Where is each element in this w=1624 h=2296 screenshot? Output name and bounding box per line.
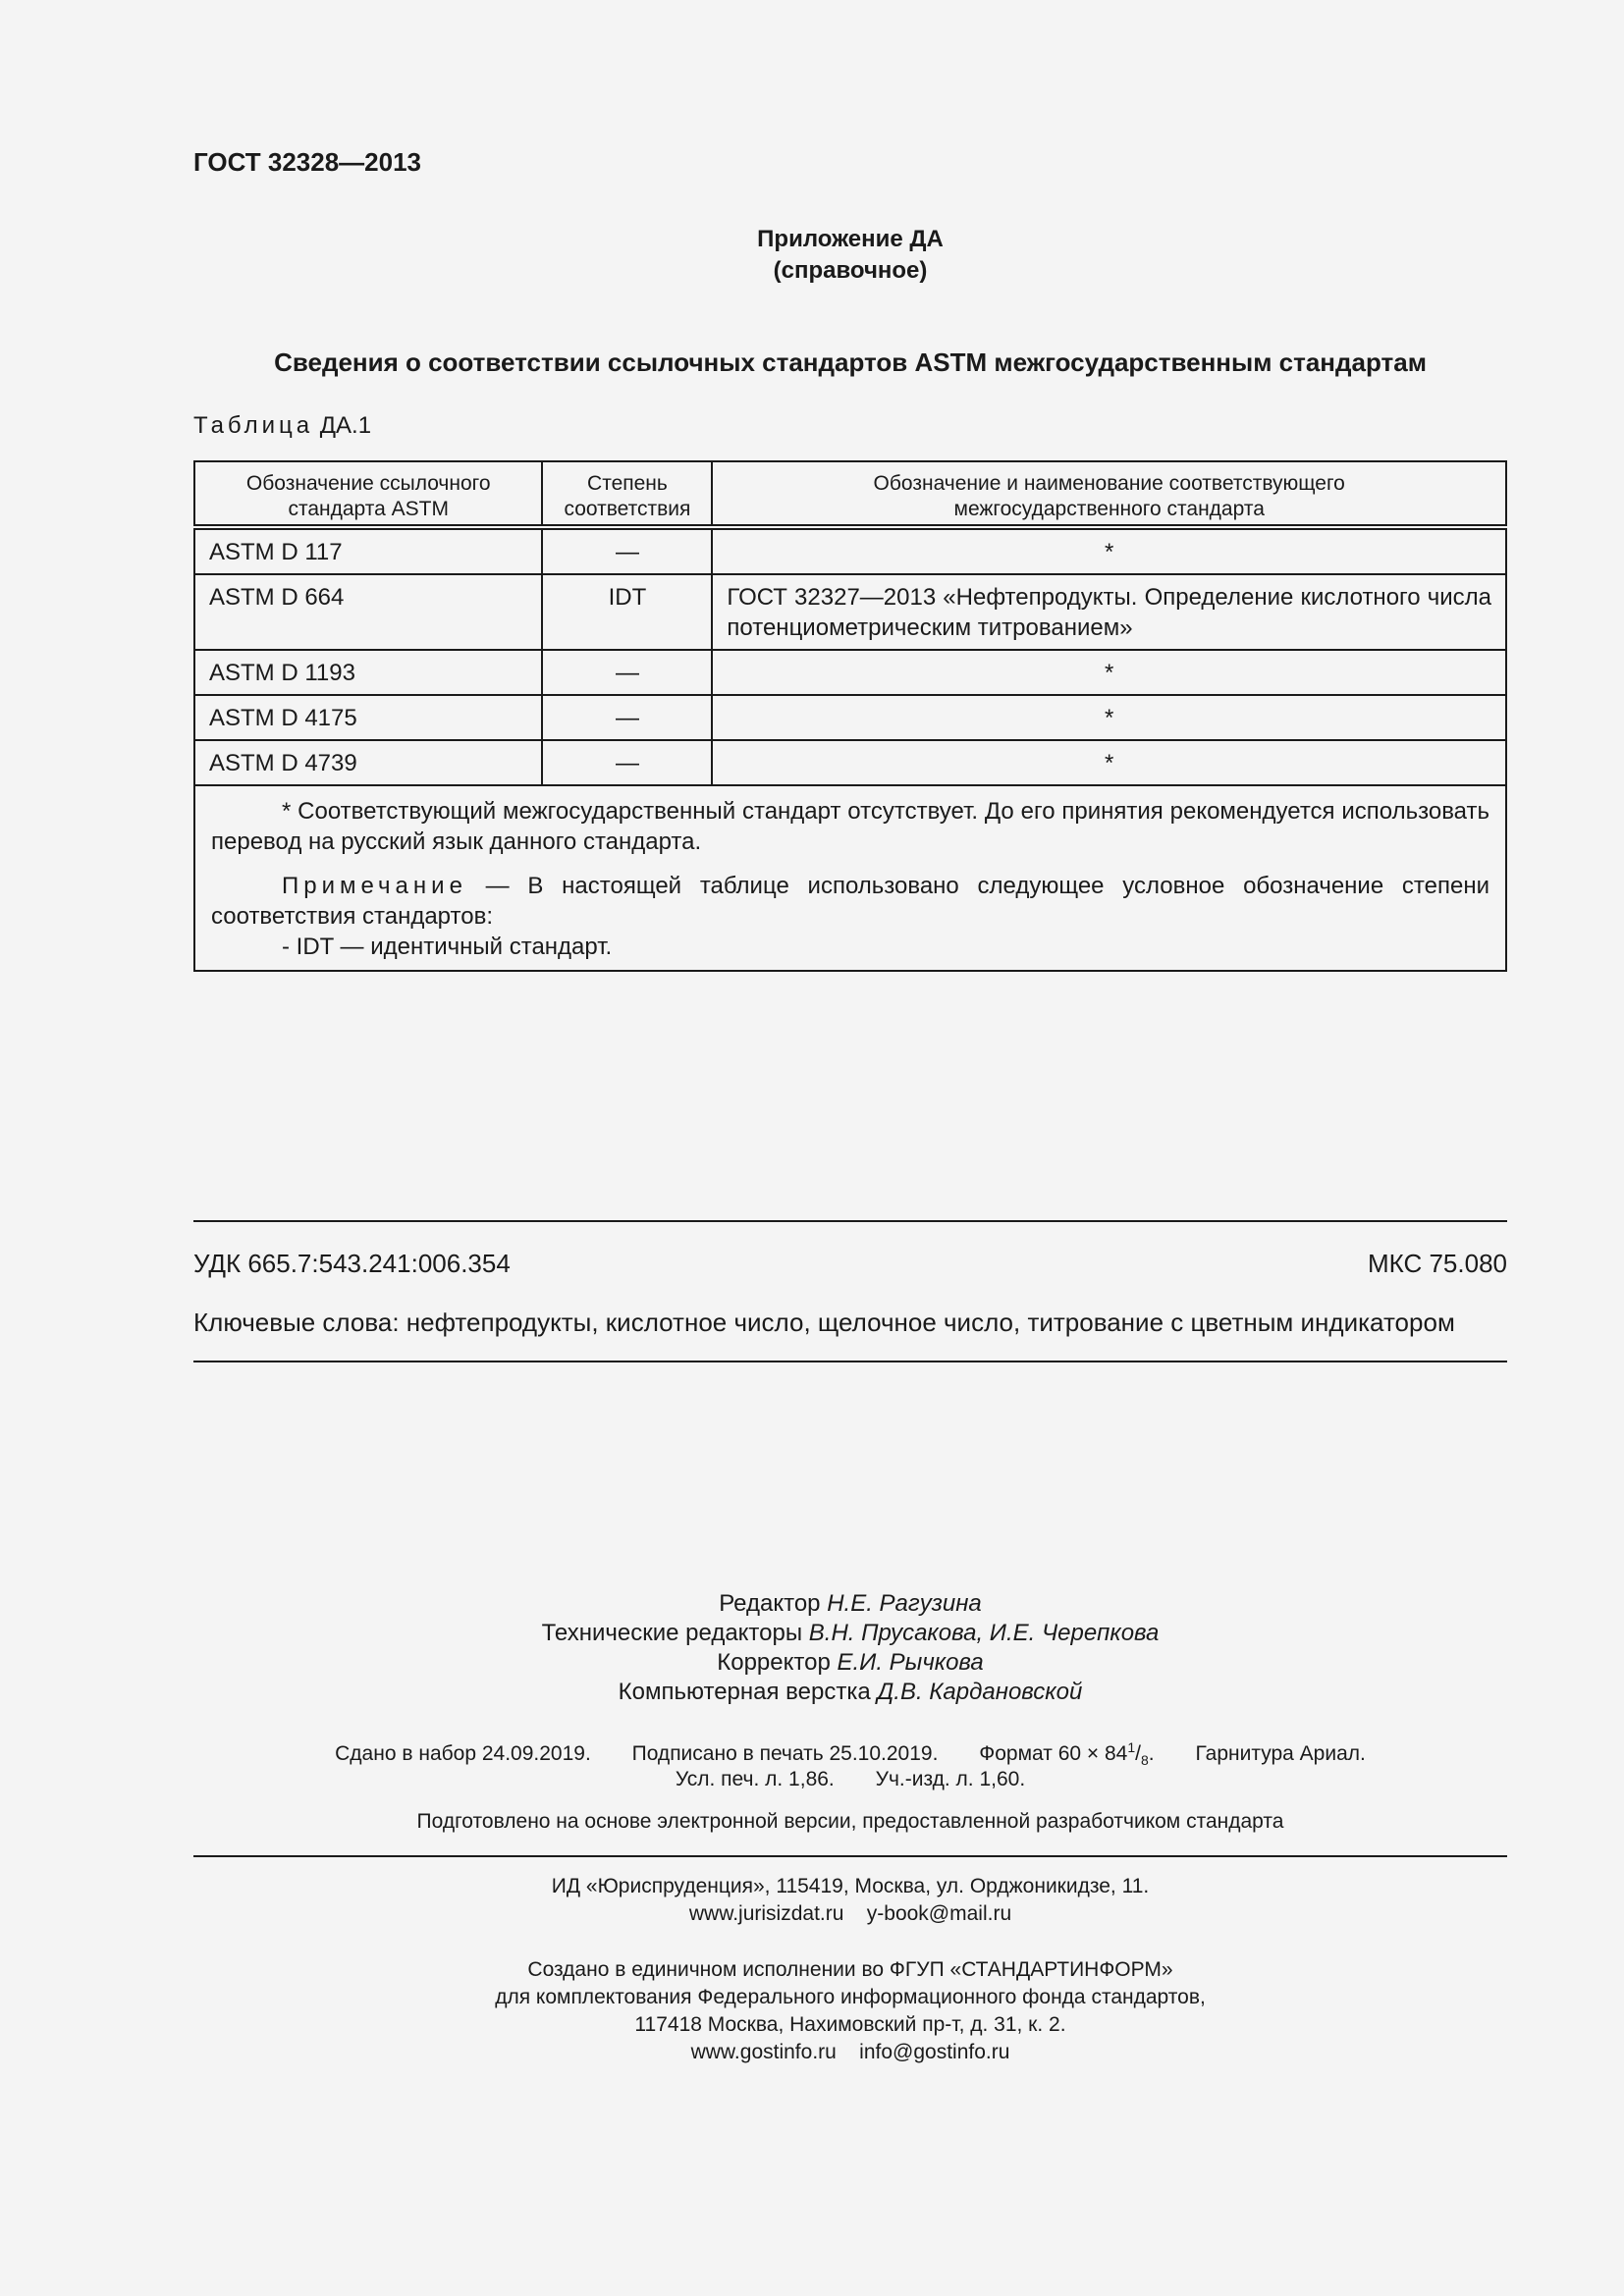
cell-degree: — xyxy=(542,527,712,574)
appendix-title: Приложение ДА xyxy=(757,226,944,252)
prepared-note: Подготовлено на основе электронной версии, предоставленной разработчиком стандарта xyxy=(416,1810,1284,1833)
table-label xyxy=(193,412,371,440)
cell-name: * xyxy=(712,740,1506,785)
table-footnote: * Соответствующий межгосударственный стандарт отсутствует. До его принятия рекомендуется использовать перевод на русский язык данного стандарта. xyxy=(211,798,1489,855)
table-label-word: Таблица xyxy=(193,412,314,439)
pub-sheets: Уч.-изд. л. 1,60. xyxy=(875,1768,1026,1790)
document-id: ГОСТ 32328—2013 xyxy=(193,147,421,177)
credit-layout: Компьютерная верстка Д.В. Кардановской xyxy=(618,1679,1083,1705)
submitted-date: Сдано в набор 24.09.2019. xyxy=(335,1742,591,1765)
table-note xyxy=(211,871,1489,932)
mks-code: МКС 75.080 xyxy=(1367,1249,1507,1278)
producer-email-link[interactable]: info@gostinfo.ru xyxy=(859,2041,1010,2063)
table-row xyxy=(194,650,1506,695)
cell-degree: — xyxy=(542,695,712,740)
credit-corrector: Корректор Е.И. Рычкова xyxy=(717,1649,984,1676)
cell-name: ГОСТ 32327—2013 «Нефтепродукты. Определение кислотного числа потенциометрическим титрованием» xyxy=(712,574,1506,650)
publisher-email-link[interactable]: y-book@mail.ru xyxy=(866,1902,1012,1925)
table-label-number: ДА.1 xyxy=(319,412,372,439)
producer-line3: 117418 Москва, Нахимовский пр-т, д. 31, к. 2. xyxy=(634,2013,1066,2036)
font-info: Гарнитура Ариал. xyxy=(1195,1742,1366,1765)
table-footnote-cell xyxy=(194,785,1506,971)
table-row xyxy=(194,740,1506,785)
publisher-address: ИД «Юриспруденция», 115419, Москва, ул. Орджоникидзе, 11. xyxy=(551,1875,1150,1897)
table-row xyxy=(194,695,1506,740)
cell-degree: — xyxy=(542,650,712,695)
table-row xyxy=(194,574,1506,650)
divider-bottom xyxy=(193,1855,1507,1857)
cell-degree: IDT xyxy=(542,574,712,650)
format: Формат $60 \times 84^1/_8$. xyxy=(979,1739,1155,1769)
cell-name: * xyxy=(712,650,1506,695)
udc-code: УДК 665.7:543.241:006.354 xyxy=(193,1249,511,1278)
print-info-line1 xyxy=(193,1739,1507,1768)
note-text: — В настоящей таблице использовано следующее условное обозначение степени соответствия стандартов: xyxy=(211,873,1489,930)
publisher-site-link[interactable]: www.jurisizdat.ru xyxy=(688,1902,844,1925)
print-sheets: Усл. печ. л. 1,86. xyxy=(675,1768,835,1790)
cell-ref: ASTM D 4175 xyxy=(194,695,542,740)
publisher-contacts xyxy=(193,1902,1507,1926)
correspondence-table xyxy=(193,460,1507,972)
producer-line1: Создано в единичном исполнении во ФГУП «СТАНДАРТИНФОРМ» xyxy=(527,1958,1173,1981)
cell-name: * xyxy=(712,695,1506,740)
table-row xyxy=(194,527,1506,574)
header-col-ref: Обозначение ссылочного стандарта ASTM xyxy=(194,461,542,527)
header-col-degree: Степень соответствия xyxy=(542,461,712,527)
producer-contacts xyxy=(193,2041,1507,2064)
cell-ref: ASTM D 664 xyxy=(194,574,542,650)
appendix-heading: Сведения о соответствии ссылочных стандартов ASTM межгосударственным стандартам xyxy=(274,347,1427,377)
note-lead: Примечание xyxy=(282,873,467,899)
appendix-kind: (справочное) xyxy=(773,257,928,284)
keywords: Ключевые слова: нефтепродукты, кислотное число, щелочное число, титрование с цветным индикатором xyxy=(193,1308,1455,1337)
cell-ref: ASTM D 4739 xyxy=(194,740,542,785)
signed-date: Подписано в печать 25.10.2019. xyxy=(631,1742,939,1765)
note-item: - IDT — идентичный стандарт. xyxy=(282,934,613,960)
print-info-line2 xyxy=(193,1768,1507,1791)
header-col-name: Обозначение и наименование соответствующего межгосударственного стандарта xyxy=(712,461,1506,527)
cell-name: * xyxy=(712,527,1506,574)
divider-keywords xyxy=(193,1361,1507,1362)
cell-ref: ASTM D 117 xyxy=(194,527,542,574)
producer-line2: для комплектования Федерального информационного фонда стандартов, xyxy=(495,1986,1206,2008)
table-header-row xyxy=(194,461,1506,527)
table-footnote-row xyxy=(194,785,1506,971)
cell-degree: — xyxy=(542,740,712,785)
credit-tech-editors: Технические редакторы В.Н. Прусакова, И.Е. Черепкова xyxy=(541,1620,1160,1646)
credit-editor: Редактор Н.Е. Рагузина xyxy=(719,1590,982,1617)
cell-ref: ASTM D 1193 xyxy=(194,650,542,695)
producer-site-link[interactable]: www.gostinfo.ru xyxy=(690,2041,837,2063)
divider-top xyxy=(193,1220,1507,1222)
